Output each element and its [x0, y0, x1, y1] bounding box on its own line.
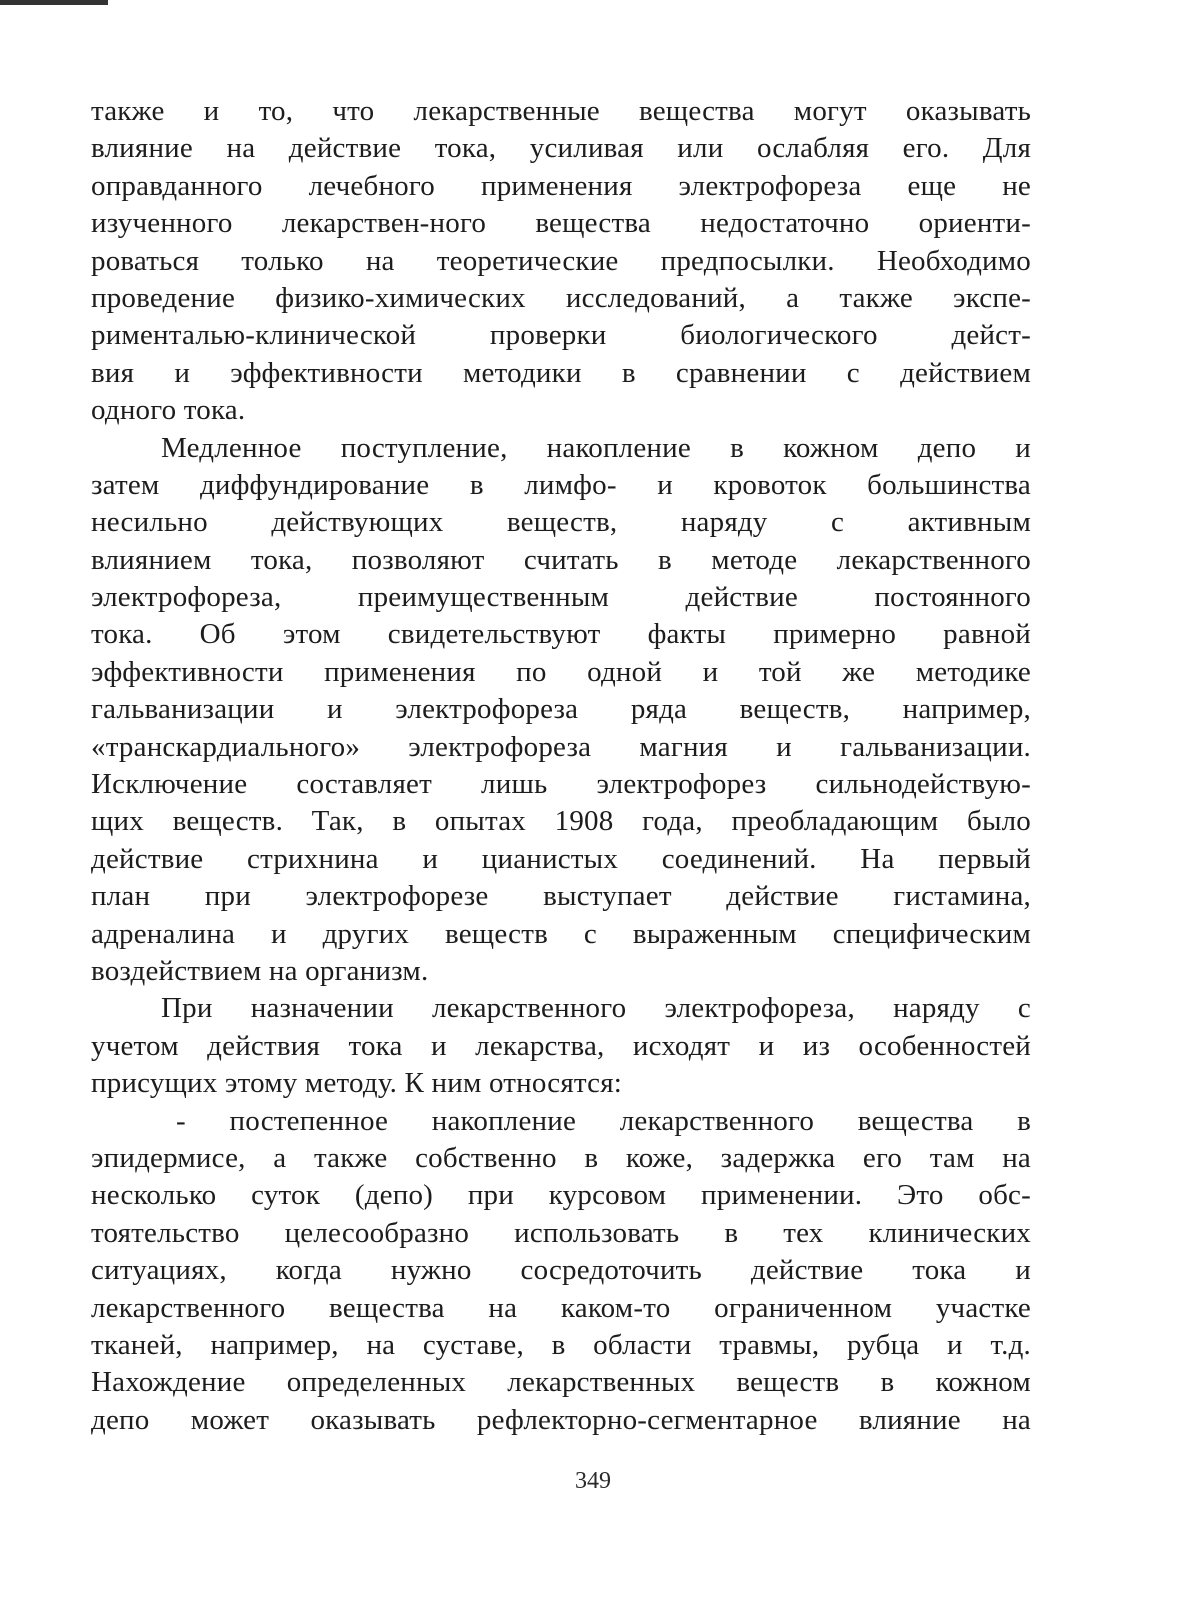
text-line: вия и эффективности методики в сравнении с действием [91, 356, 1031, 389]
text-line: изученного лекарствен-ного вещества недостаточно ориенти- [91, 207, 1031, 240]
text-line: гальванизации и электрофореза ряда веществ, например, [91, 693, 1031, 726]
paragraph-first-line: Медленное поступление, накопление в кожном депо и [161, 431, 1031, 464]
text-line: щих веществ. Так, в опытах 1908 года, преобладающим было [91, 805, 1031, 838]
text-line: действие стрихнина и цианистых соединений. На первый [91, 842, 1031, 875]
text-line: Исключение составляет лишь электрофорез сильнодействую- [91, 768, 1031, 801]
text-line: присущих этому методу. К ним относятся: [91, 1067, 623, 1100]
text-line: Нахождение определенных лекарственных веществ в кожном [91, 1366, 1031, 1399]
text-line: оправданного лечебного применения электрофореза еще не [91, 169, 1031, 202]
text-line: рименталью-клинической проверки биологического дейст- [91, 319, 1031, 352]
text-line: лекарственного вещества на каком-то ограниченном участке [91, 1291, 1031, 1324]
text-line: «транскардиального» электрофореза магния и гальванизации. [91, 730, 1031, 763]
text-line: воздействием на организм. [91, 954, 429, 987]
text-line: влиянием тока, позволяют считать в методе лекарственного [91, 543, 1031, 576]
list-item-first-line: - постепенное накопление лекарственного вещества в [176, 1104, 1031, 1137]
text-line: также и то, что лекарственные вещества могут оказывать [91, 95, 1031, 127]
text-line: план при электрофорезе выступает действие гистамина, [91, 880, 1031, 913]
text-line: ситуациях, когда нужно сосредоточить действие тока и [91, 1254, 1031, 1287]
text-line: эпидермисе, а также собственно в коже, задержка его там на [91, 1141, 1031, 1174]
scan-edge-mark [0, 0, 108, 5]
text-line: тоятельство целесообразно использовать в тех клинических [91, 1216, 1031, 1249]
text-line: учетом действия тока и лекарства, исходят и из особенностей [91, 1029, 1031, 1062]
text-line: затем диффундирование в лимфо- и кровоток большинства [91, 468, 1031, 501]
text-line: влияние на действие тока, усиливая или ослабляя его. Для [91, 132, 1031, 165]
text-line: тканей, например, на суставе, в области травмы, рубца и т.д. [91, 1328, 1031, 1361]
text-line: несколько суток (депо) при курсовом применении. Это обс- [91, 1179, 1031, 1212]
text-line: эффективности применения по одной и той же методике [91, 655, 1031, 688]
text-line: тока. Об этом свидетельствуют факты примерно равной [91, 618, 1031, 651]
text-line: электрофореза, преимущественным действие постоянного [91, 581, 1031, 614]
text-line: адреналина и других веществ с выраженным специфическим [91, 917, 1031, 950]
text-line: проведение физико-химических исследований, а также экспе- [91, 281, 1031, 314]
text-line: роваться только на теоретические предпосылки. Необходимо [91, 244, 1031, 277]
text-line: депо может оказывать рефлекторно-сегментарное влияние на [91, 1403, 1031, 1436]
paragraph-first-line: При назначении лекарственного электрофореза, наряду с [161, 992, 1031, 1025]
page-body-text [91, 93, 1031, 1439]
text-line: одного тока. [91, 394, 246, 427]
text-line: несильно действующих веществ, наряду с активным [91, 506, 1031, 539]
page-number: 349 [575, 1468, 611, 1494]
